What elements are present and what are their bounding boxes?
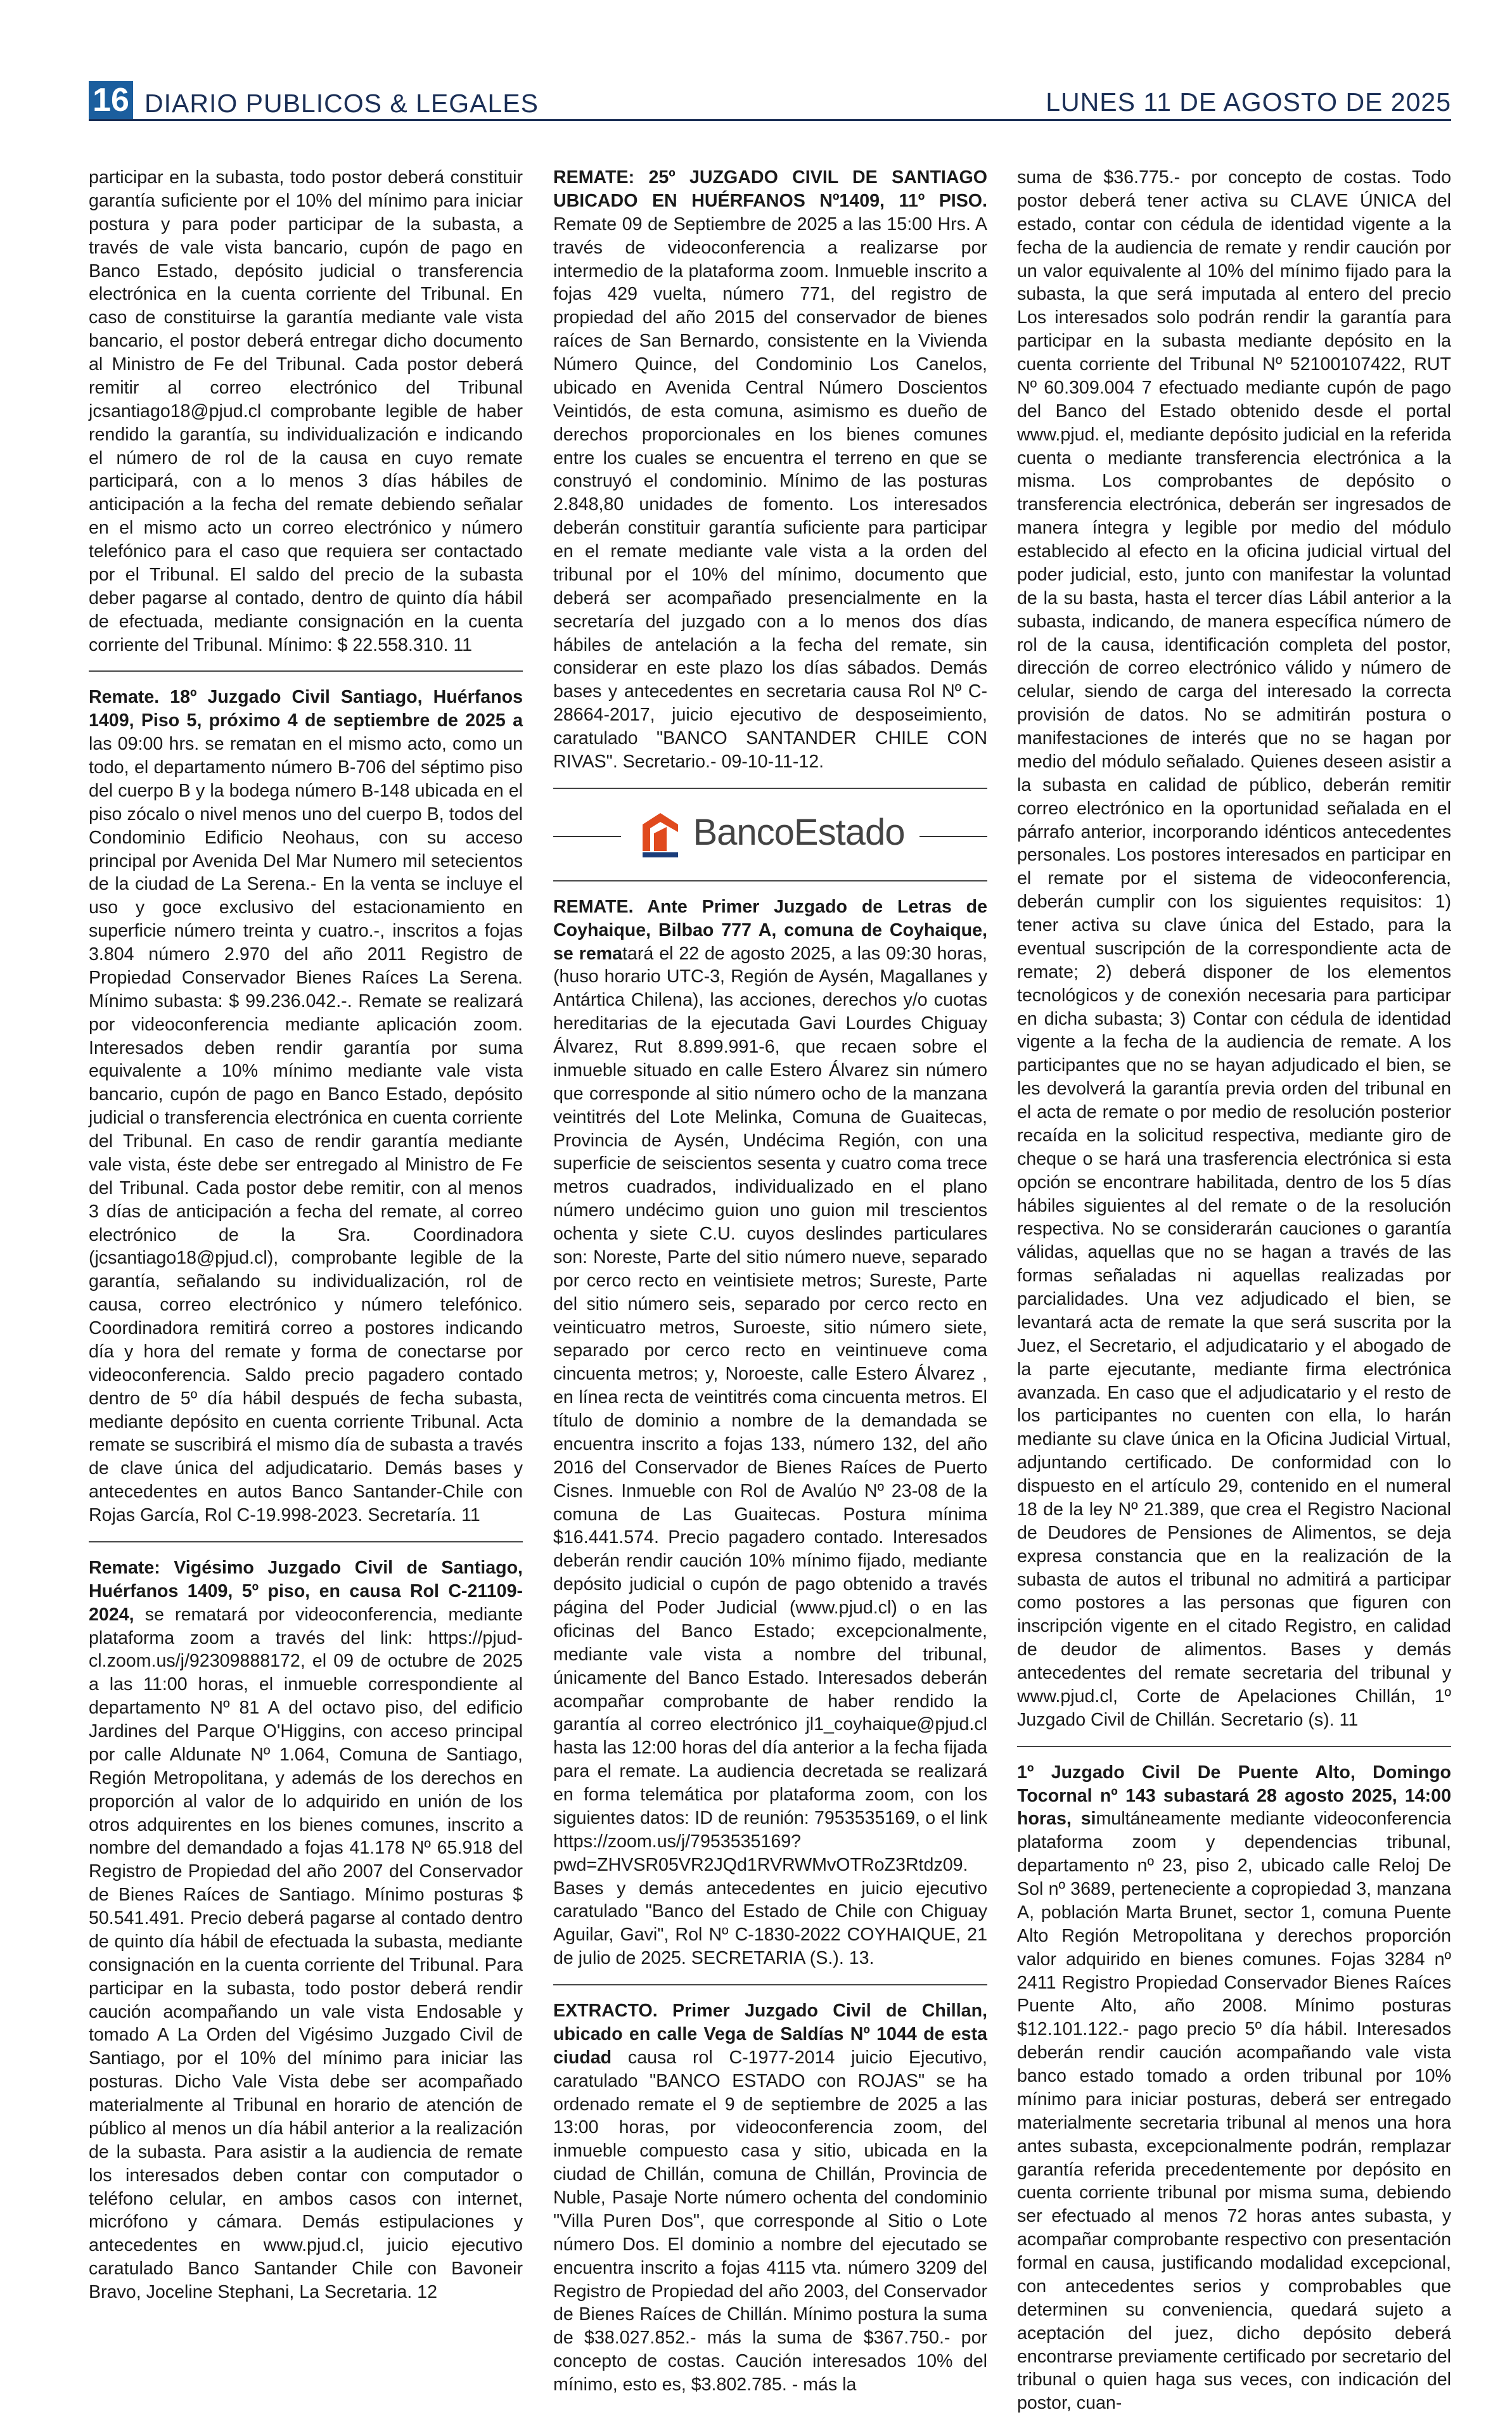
legal-notice [553,1999,987,2411]
legal-notice [89,686,523,1542]
legal-notice [553,166,987,789]
column-1 [89,166,523,2302]
column-2 [553,166,987,2395]
notice-body: multáneamente mediante videoconferencia plataforma zoom y dependencias tribunal, departamento nº 23, piso 2, ubicado calle Reloj De Sol nº 3689, perteneciente a copropiedad 3, manzana A, población Marta Brunet, sector 1, comuna Puente Alto Región Metropolitana y derechos proporción valor adquirido en bienes comunes. Fojas 3284 nº 2411 Registro Propiedad Conservador Bienes Raíces Puente Alto, año 2008. Mínimo posturas $12.101.122.- pago precio 5º día hábil. Interesados deberán rendir caución acompañando vale vista banco estado tomado a orden tribunal por 10% mínimo para iniciar posturas, deberá ser entregado materialmente secretaria tribunal al menos una hora antes subasta, excepcionalmente podrán, remplazar garantía referida precedentemente por depósito en cuenta corriente tribunal por misma suma, debiendo ser efectuado al menos 72 horas antes subasta, y acompañar comprobante respectivo con presentación formal en causa, justificando modalidad excepcional, con antecedentes serios y comprobables que determinen su conveniencia, quedará sujeto a aceptación del juez, dicho depósito deberá encontrarse previamente certificado por secretario del tribunal o quien haga sus veces, con indicación del postor, cuan- [1017,1809,1451,2414]
legal-notice [1017,166,1451,1747]
publication-date: LUNES 11 DE AGOSTO DE 2025 [1046,87,1451,117]
notice-lead: EXTRACTO. Primer Juzgado Civil de Chillan, ubicado en calle Vega de Saldías Nº 1044 de esta ciudad [553,2001,987,2068]
legal-notice [89,166,523,672]
notice-body: las 09:00 hrs. se rematan en el mismo acto, como un todo, el departamento número B-706 del séptimo piso del cuerpo B y la bodega número B-148 ubicada en el piso zócalo o nivel menos uno del cuerpo B, todos del Condominio Edificio Neohaus, con su acceso principal por Avenida Del Mar Numero mil setecientos de la ciudad de La Serena.- En la venta se incluye el uso y goce exclusivo del estacionamiento en superficie número treinta y cuatro.-, inscritos a fojas 3.804 número 2.970 del año 2011 Registro de Propiedad Conservador Bienes Raíces La Serena. Mínimo subasta: $ 99.236.042.-. Remate se realizará por videoconferencia mediante aplicación zoom. Interesados deben rendir garantía por suma equivalente a 10% mínimo mediante vale vista bancario, cupón de pago en Banco Estado, depósito judicial o transferencia electrónica en cuenta corriente del Tribunal. En caso de rendir garantía mediante vale vista, éste debe ser entregado al Ministro de Fe del Tribunal. Cada postor debe remitir, con al menos 3 días de anticipación a fecha del remate, al correo electrónico de la Sra. Coordinadora (jcsantiago18@pjud.cl), comprobante legible de la garantía, señalando su individualización, rol de causa, correo electrónico y número telefónico. Coordinadora remitirá correo a postores indicando día y hora del remate y forma de conectarse por videoconferencia. Saldo precio pagadero contado dentro de 5º día hábil después de fecha subasta, mediante depósito en cuenta corriente Tribunal. Acta remate se suscribirá el mismo día de subasta a través de clave única del adjudicatario. Demás bases y antecedentes en autos Banco Santander-Chile con Rojas García, Rol C-19.998-2023. Secretaría. 11 [89,734,523,1525]
legal-notice [1017,1761,1451,2429]
page-number: 16 [89,81,133,119]
notice-body: participar en la subasta, todo postor deberá constituir garantía suficiente por el 10% del mínimo para iniciar postura y para poder participar de la subasta, a través de vale vista bancario, cupón de pago en Banco Estado, depósito judicial o transferencia electrónica en la cuenta corriente del Tribunal. En caso de constituirse la garantía mediante vale vista bancario, el postor deberá entregar dicho documento al Ministro de Fe del Tribunal. Cada postor deberá remitir al correo electrónico del Tribunal jcsantiago18@pjud.cl comprobante legible de haber rendido la garantía, su individualización e indicando el número de rol de la causa en cuyo remate participará, con a lo menos 3 días hábiles de anticipación a la fecha del remate debiendo señalar en el mismo acto un correo electrónico y número telefónico para el caso que requiera ser contactado por el Tribunal. El saldo del precio de la subasta deber pagarse al contado, dentro de quinto día hábil de efectuada, mediante consignación en la cuenta corriente del Tribunal. Mínimo: $ 22.558.310. 11 [89,167,523,655]
page-header [89,80,1451,121]
notice-body: se rematará por videoconferencia, mediante plataforma zoom a través del link: https://pjud-cl.zoom.us/j/92309888172, el 09 de octubre de 2025 a las 11:00 horas, el inmueble correspondiente al departamento Nº 81 A del octavo piso, del edificio Jardines del Parque O'Higgins, con acceso principal por calle Aldunate Nº 1.064, Comuna de Santiago, Región Metropolitana, y además de los derechos en proporción al valor de lo adquirido en unión de los otros adquirentes en los bienes comunes, inscrito a nombre del demandado a fojas 41.178 Nº 65.918 del Registro de Propiedad del año 2007 del Conservador de Bienes Raíces de Santiago. Mínimo posturas $ 50.541.491. Precio deberá pagarse al contado dentro de quinto día hábil de efectuada la subasta, mediante consignación en la cuenta corriente del Tribunal. Para participar en la subasta, todo postor deberá rendir caución acompañando un vale vista Endosable y tomado A La Orden del Vigésimo Juzgado Civil de Santiago, por el 10% del mínimo para iniciar las posturas. Dicho Vale Vista debe ser acompañado materialmente al Tribunal en horario de atención de público al menos un día hábil anterior a la realización de la subasta. Para asistir a la audiencia de remate los interesados deben contar con computador o teléfono celular, en ambos casos con internet, micrófono y cámara. Demás estipulaciones y antecedentes en www.pjud.cl, juicio ejecutivo caratulado Banco Santander Chile con Bavoneir Bravo, Joceline Stephani, La Secretaria. 12 [89,1604,523,2302]
legal-notice [553,895,987,1985]
legal-notice [89,1556,523,2318]
notice-body: tará el 22 de agosto 2025, a las 09:30 horas, (huso horario UTC-3, Región de Aysén, Magallanes y Antártica Chilena), las acciones, derechos y/o cuotas hereditarias de la ejecutada Gavi Lourdes Chiguay Álvarez, Rut 8.899.991-6, que recaen sobre el inmueble situado en calle Estero Álvarez sin número que corresponde al sitio número ocho de la manzana veintitrés del Lote Melinka, Comuna de Guaitecas, Provincia de Aysén, Undécima Región, con una superficie de seiscientos sesenta y cuatro coma trece metros cuadrados, individualizado en el plano número undécimo guion uno guion mil trescientos ochenta y siete C.U. cuyos deslindes particulares son: Noreste, Parte del sitio número nueve, separado por cerco recto en veintisiete metros; Sureste, Parte del sitio número seis, separado por cerco recto en veinticuatro metros, Suroeste, sitio número siete, separado por cerco recto en veintinueve coma cincuenta metros; y, Noroeste, calle Estero Álvarez , en línea recta de veintitrés coma cincuenta metros. El título de dominio a nombre de la demandada se encuentra inscrito a fojas 133, número 132, del año 2016 del Conservador de Bienes Raíces de Puerto Cisnes. Inmueble con Rol de Avalúo Nº 23-08 de la comuna de Las Guaitecas. Postura mínima $16.441.574. Precio pagadero contado. Interesados deberán rendir caución 10% mínimo fijado, mediante depósito judicial o cupón de pago obtenido a través página del Poder Judicial (www.pjud.cl) o en las oficinas del Banco Estado; excepcionalmente, mediante vale vista a nombre del tribunal, únicamente del Banco Estado. Interesados deberán acompañar comprobante de haber rendido la garantía al correo electrónico jl1_coyhaique@pjud.cl hasta las 12:00 horas del día anterior a la fecha fijada para el remate. La audiencia decretada se realizará en forma telemática por plataforma zoom, con los siguientes datos: ID de reunión: 7953535169, o el link https://zoom.us/j/7953535169?pwd=ZHVSR05VR2JQd1RVRWMvOTRoZ3Rtdz09. Bases y demás antecedentes en juicio ejecutivo caratulado "Banco del Estado de Chile con Chiguay Aguilar, Gavi", Rol Nº C-1830-2022 COYHAIQUE, 21 de julio de 2025. SECRETARIA (S.). 13. [553,943,987,1969]
notice-body: suma de $36.775.- por concepto de costas. Todo postor deberá tener activa su CLAVE ÚNICA del estado, contar con cédula de identidad vigente a la fecha de la audiencia de remate y rendir caución por un valor equivalente al 10% del mínimo fijado para la subasta, la que será imputada al entero del precio Los interesados solo podrán rendir la garantía para participar en la subasta mediante depósito en la cuenta corriente del Tribunal Nº 52100107422, RUT Nº 60.309.004 7 efectuado mediante cupón de pago del Banco del Estado obtenido desde el portal www.pjud. el, mediante depósito judicial en la referida cuenta o mediante transferencia electrónica a la misma. Los comprobantes de depósito o transferencia electrónica, deberán ser ingresados de manera íntegra y legible por medio del módulo establecido al efecto en la oficina judicial virtual del poder judicial, esto, junto con manifestar la voluntad de la su basta, hasta el tercer días Lábil anterior a la subasta, indicando, de manera específica número de rol de la causa, identificación completa del postor, dirección de correo electrónico válido y número de celular, siendo de carga del interesado la correcta provisión de datos. No se admitirán postura o manifestaciones de interés que no se hagan por medio del módulo señalado. Quienes deseen asistir a la subasta en calidad de público, deberán remitir correo electrónico en la oportunidad señalada en el párrafo anterior, incorporando idénticos antecedentes personales. Los postores interesados en participar en el remate por el sistema de videoconferencia, deberán cumplir con los siguientes requisitos: 1) tener activa su clave única del Estado, para la eventual suscripción de la correspondiente acta de remate; 2) deberá disponer de los elementos tecnológicos y de conexión necesaria para participar en dicha subasta; 3) Contar con cédula de identidad vigente a la fecha de la audiencia de remate. A los participantes que no se hayan adjudicado el bien, se les devolverá la garantía previa orden del tribunal en el acta de remate o por medio de resolución posterior recaída en la solicitud respectiva, mediante giro de cheque o se hará una trasferencia electrónica si esta opción se encontrare habilitada, dentro de los 5 días hábiles siguientes al del remate o de la resolución respectiva. No se considerarán cauciones o garantía válidas, aquellas que no se hagan a través de las formas señaladas ni aquellas realizadas por parcialidades. Una vez adjudicado el bien, se levantará acta de remate la que será suscrita por la Juez, el Secretario, el adjudicatario y el abogado de la parte ejecutante, mediante firma electrónica avanzada. En caso que el adjudicatario y el resto de los participantes no cuenten con ella, lo harán mediante su clave única en la Oficina Judicial Virtual, adjuntando certificado. De conformidad con lo dispuesto en el artículo 29, contenido en el numeral 18 de la ley Nº 21.389, que crea el Registro Nacional de Deudores de Pensiones de Alimentos, se deja expresa constancia que en la realización de la subasta de autos el tribunal no admitirá a participar como postores a las personas que figuren con inscripción vigente en el citado Registro, en calidad de deudor de alimentos. Bases y demás antecedentes del remate secretaria del tribunal y www.pjud.cl, Corte de Apelaciones Chillán, 1º Juzgado Civil de Chillán. Secretario (s). 11 [1017,167,1451,1730]
notice-lead: 1º Juzgado Civil De Puente Alto, Domingo Tocornal nº 143 subastará 28 agosto 2025, 14:00 horas, si [1017,1762,1451,1830]
notice-lead: REMATE. Ante Primer Juzgado de Letras de Coyhaique, Bilbao 777 A, comuna de Coyhaique, se rema [553,896,987,964]
publication-title: DIARIO PUBLICOS & LEGALES [144,89,539,118]
bancoestado-logo [621,807,920,860]
bancoestado-logo-banner [553,803,987,881]
bancoestado-mark-icon [636,807,684,860]
notice-lead: REMATE: 25º JUZGADO CIVIL DE SANTIAGO UBICADO EN HUÉRFANOS Nº1409, 11º PISO. [553,167,987,211]
bancoestado-wordmark: BancoEstado [693,812,905,854]
column-3 [1017,166,1451,2414]
notice-lead: Remate: Vigésimo Juzgado Civil de Santiago, Huérfanos 1409, 5º piso, en causa Rol C-21109-2024, [89,1557,523,1625]
notice-lead: Remate. 18º Juzgado Civil Santiago, Huérfanos 1409, Piso 5, próximo 4 de septiembre de 2025 a [89,687,523,731]
notice-body: Remate 09 de Septiembre de 2025 a las 15:00 Hrs. A través de videoconferencia a realizarse por intermedio de la plataforma zoom. Inmueble inscrito a fojas 429 vuelta, número 771, del registro de propiedad del año 2015 del conservador de bienes raíces de San Bernardo, consistente en la Vivienda Número Quince, del Condominio Los Canelos, ubicado en Avenida Central Número Doscientos Veintidós, de esta comuna, asimismo es dueño de derechos proporcionales en los bienes comunes entre los cuales se encuentra el terreno en que se construyó el condominio. Mínimo de las posturas 2.848,80 unidades de fomento. Los interesados deberán constituir garantía suficiente para participar en el remate mediante vale vista a la orden del tribunal por el 10% del mínimo, documento que deberá ser acompañado presencialmente en la secretaría del juzgado con a lo menos dos días hábiles de antelación a la fecha del remate, sin considerar en este plazo los días sábados. Demás bases y antecedentes en secretaria causa Rol Nº C-28664-2017, juicio ejecutivo de desposeimiento, caratulado "BANCO SANTANDER CHILE CON RIVAS". Secretario.- 09-10-11-12. [553,214,987,772]
notice-body: causa rol C-1977-2014 juicio Ejecutivo, caratulado "BANCO ESTADO con ROJAS" se ha ordenado remate el 9 de septiembre de 2025 a las 13:00 horas, por videoconferencia zoom, del inmueble compuesto casa y sitio, ubicada en la ciudad de Chillán, comuna de Chillán, Provincia de Nuble, Pasaje Norte número ochenta del condominio "Villa Puren Dos", que corresponde al Sitio o Lote número Dos. El dominio a nombre del ejecutado se encuentra inscrito a fojas 4115 vta. número 3209 del Registro de Propiedad del año 2003, del Conservador de Bienes Raíces de Chillán. Mínimo postura la suma de $38.027.852.- más la suma de $367.750.- por concepto de costas. Caución interesados 10% del mínimo, esto es, $3.802.785. - más la [553,2047,987,2395]
